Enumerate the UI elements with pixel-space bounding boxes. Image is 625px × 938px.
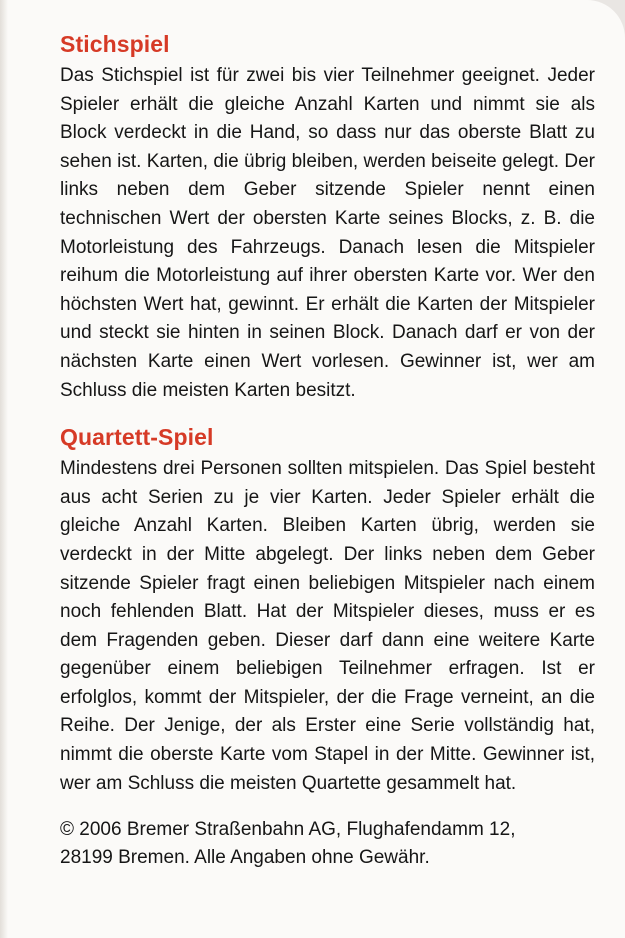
stichspiel-heading: Stichspiel bbox=[60, 31, 170, 57]
stichspiel-section bbox=[60, 30, 595, 405]
stichspiel-rules-text: Das Stichspiel ist für zwei bis vier Teilnehmer geeignet. Jeder Spieler erhält die gleiche Anzahl Karten und nimmt sie als Block verdeckt in die Hand, so dass nur das oberste Blatt zu sehen ist. Karten, die übrig bleiben, werden beiseite gelegt. Der links neben dem Geber sitzende Spieler nennt einen technischen Wert der obersten Karte seines Blocks, z. B. die Motorleistung des Fahrzeugs. Danach lesen die Mitspieler reihum die Motorleistung auf ihrer obersten Karte vor. Wer den höchsten Wert hat, gewinnt. Er erhält die Karten der Mitspieler und steckt sie hinten in seinen Block. Danach darf er von der nächsten Karte einen Wert vorlesen. Gewinner ist, wer am Schluss die meisten Karten besitzt. bbox=[60, 65, 595, 401]
quartett-spiel-section bbox=[60, 423, 595, 798]
copyright-footer: © 2006 Bremer Straßenbahn AG, Flughafendamm 12, 28199 Bremen. Alle Angaben ohne Gewähr. bbox=[60, 819, 516, 869]
quartett-spiel-heading: Quartett-Spiel bbox=[60, 424, 214, 451]
quartett-spiel-rules-text: Mindestens drei Personen sollten mitspielen. Das Spiel besteht aus acht Serien zu je vier Karten. Jeder Spieler erhält die gleiche Anzahl Karten. Bleiben Karten übrig, werden sie verdeckt in der Mitte abgelegt. Der links neben dem Geber sitzende Spieler fragt einen beliebigen Mitspieler nach einem noch fehlenden Blatt. Hat der Mitspieler dieses, muss er es dem Fragenden geben. Dieser darf dann eine weitere Karte gegenüber einem beliebigen Teilnehmer erfragen. Ist er erfolglos, kommt der Mitspieler, der die Frage verneint, an die Reihe. Der Jenige, der als Erster eine Serie vollständig hat, nimmt die oberste Karte vom Stapel in der Mitte. Gewinner ist, wer am Schluss die meisten Quartette gesammelt hat. bbox=[60, 458, 595, 794]
